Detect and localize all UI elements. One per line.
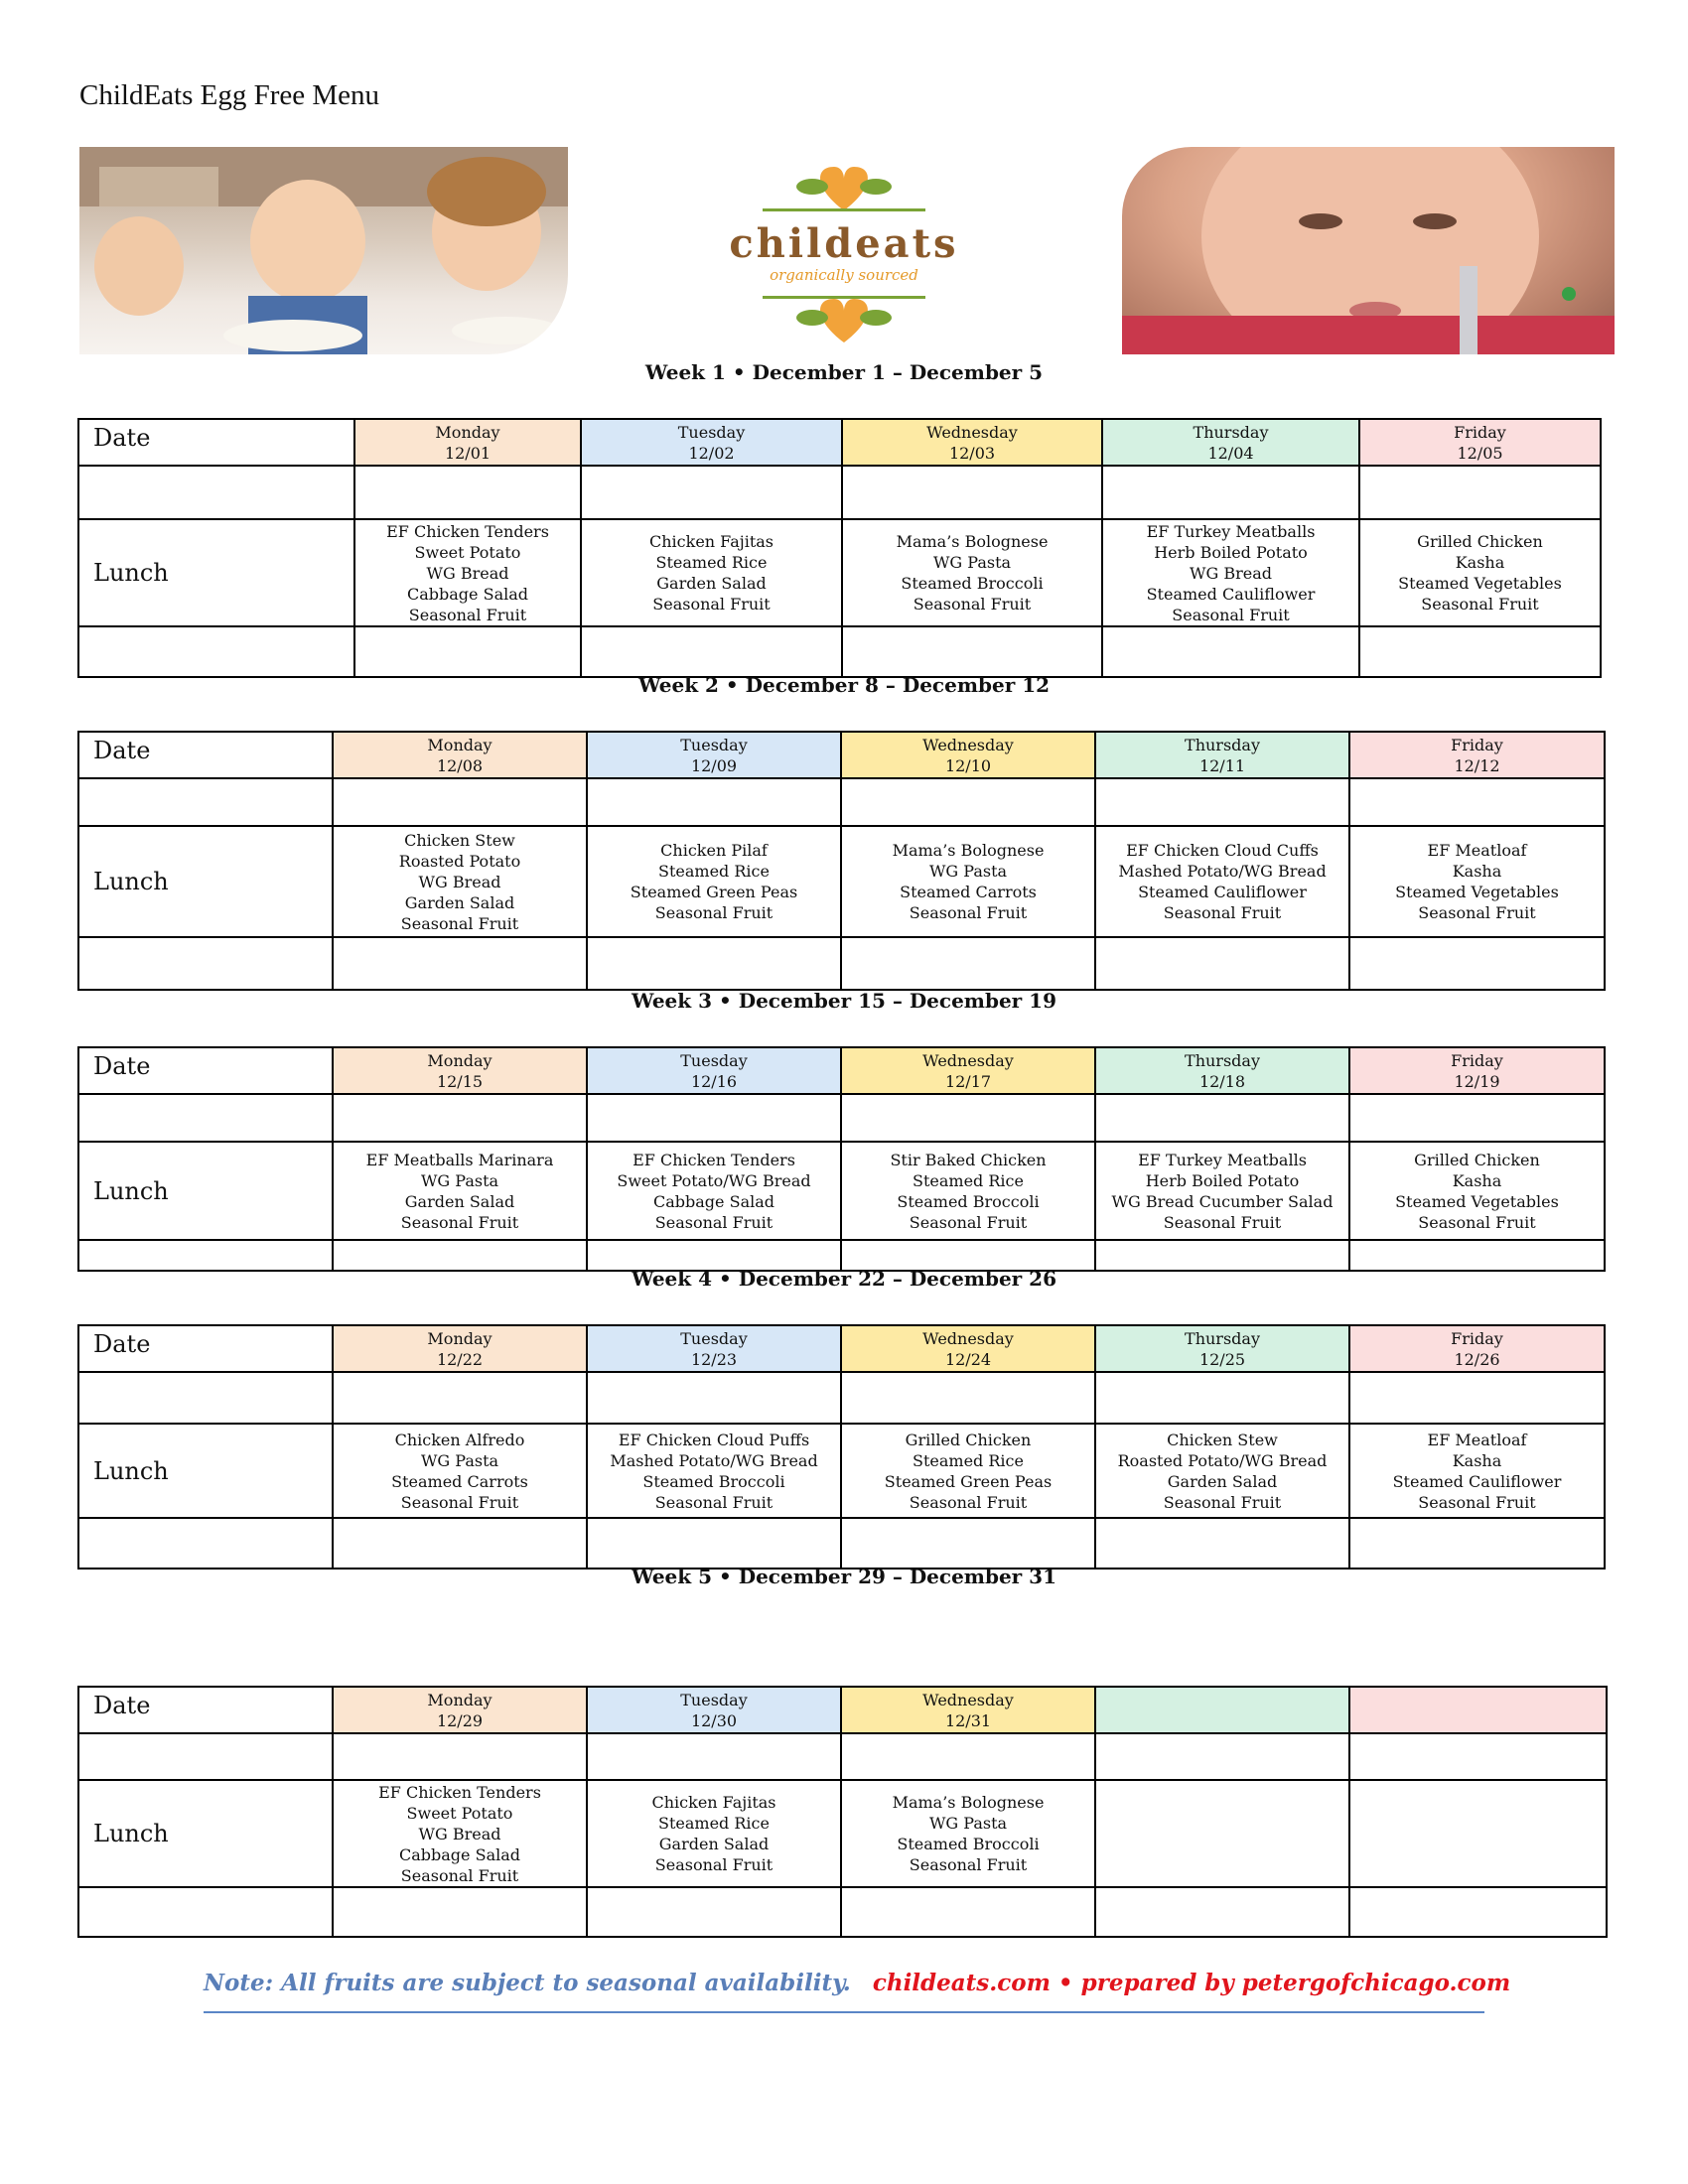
lunch-item: Seasonal Fruit (1163, 903, 1282, 922)
week-heading: Week 4 • December 22 – December 26 (632, 1267, 1056, 1291)
lunch-item: WG Pasta (932, 553, 1012, 572)
lunch-item: Chicken Stew (1167, 1430, 1278, 1449)
empty-row (78, 1733, 1607, 1780)
day-date: 12/18 (1198, 1071, 1246, 1091)
lunch-item: Kasha (1452, 1170, 1502, 1190)
empty-cell (842, 466, 1102, 519)
empty-cell (1349, 937, 1605, 990)
lunch-item: Steamed Broccoli (901, 574, 1044, 593)
day-date: 12/16 (690, 1071, 738, 1091)
empty-cell (354, 466, 581, 519)
day-date: 12/29 (436, 1710, 484, 1730)
empty-row (78, 937, 1605, 990)
day-header-friday (1349, 1047, 1605, 1094)
week-2-table (77, 731, 1606, 991)
lunch-cell-thursday (1095, 1780, 1349, 1887)
empty-cell (1349, 1518, 1605, 1569)
lunch-item: Seasonal Fruit (1421, 595, 1539, 614)
lunch-item: Steamed Broccoli (642, 1471, 785, 1491)
lunch-cell-tuesday (587, 1142, 841, 1240)
lunch-item: Seasonal Fruit (654, 1212, 774, 1232)
children-eating-illustration (79, 147, 568, 354)
day-header-row (78, 732, 1605, 778)
week-heading: Week 2 • December 8 – December 12 (637, 673, 1051, 697)
day-header-friday (1349, 732, 1605, 778)
lunch-item: WG Pasta (420, 1450, 499, 1470)
day-name: Friday (1451, 1050, 1503, 1070)
empty-cell (1095, 1094, 1349, 1142)
day-header-monday (333, 1325, 587, 1372)
lunch-cell-tuesday (581, 519, 842, 626)
lunch-item: Seasonal Fruit (1172, 605, 1290, 624)
day-header-friday (1349, 1325, 1605, 1372)
day-header-wednesday (841, 1687, 1095, 1733)
empty-cell (78, 1372, 333, 1424)
day-name: Tuesday (680, 1050, 748, 1070)
day-date: 12/23 (690, 1349, 738, 1369)
day-header-row (78, 419, 1601, 466)
empty-cell (78, 626, 354, 677)
lunch-item: Steamed Cauliflower (1146, 584, 1316, 604)
lunch-item: Grilled Chicken (1414, 1150, 1540, 1169)
day-date: 12/04 (1207, 443, 1254, 463)
lunch-item: Seasonal Fruit (654, 1492, 774, 1512)
lunch-item: Seasonal Fruit (652, 595, 771, 614)
day-name: Monday (427, 1050, 492, 1070)
lunch-cell-friday (1349, 826, 1605, 937)
lunch-cell-wednesday (841, 826, 1095, 937)
empty-cell (1102, 466, 1359, 519)
empty-row (78, 1094, 1605, 1142)
lunch-item: Sweet Potato/WG Bread (617, 1170, 811, 1190)
logo-tagline: organically sourced (770, 266, 918, 284)
day-date: 12/19 (1454, 1071, 1500, 1091)
empty-cell (333, 1372, 587, 1424)
lunch-cell-monday (333, 1424, 587, 1518)
lunch-item: Grilled Chicken (1417, 532, 1543, 551)
lunch-item: Grilled Chicken (905, 1430, 1032, 1449)
lunch-item: Chicken Fajitas (651, 1793, 776, 1812)
lunch-item: Steamed Carrots (900, 883, 1037, 901)
lunch-row (78, 1424, 1605, 1518)
lunch-item: WG Pasta (420, 1170, 499, 1190)
lunch-item: EF Turkey Meatballs (1138, 1150, 1307, 1169)
lunch-item: Seasonal Fruit (909, 1212, 1028, 1232)
day-header-monday (333, 732, 587, 778)
empty-cell (333, 937, 587, 990)
day-name: Tuesday (677, 422, 746, 442)
lunch-item: EF Turkey Meatballs (1146, 521, 1316, 541)
lunch-item: Steamed Rice (913, 1170, 1024, 1190)
day-header-thursday (1095, 732, 1349, 778)
day-date: 12/17 (944, 1071, 992, 1091)
empty-row (78, 1372, 1605, 1424)
empty-cell (1349, 1887, 1607, 1937)
date-label: Date (78, 1325, 333, 1372)
day-name: Wednesday (922, 1328, 1014, 1348)
lunch-item: Kasha (1455, 553, 1505, 572)
empty-cell (841, 1733, 1095, 1780)
lunch-item: EF Chicken Cloud Puffs (618, 1430, 810, 1449)
logo-wordmark: childeats (729, 220, 959, 267)
day-name: Tuesday (680, 735, 748, 754)
empty-cell (1095, 1887, 1349, 1937)
empty-row (78, 626, 1601, 677)
lunch-item: Seasonal Fruit (408, 605, 527, 624)
empty-cell (841, 778, 1095, 826)
day-date: 12/02 (688, 443, 735, 463)
day-date: 12/12 (1454, 755, 1500, 775)
week-heading: Week 1 • December 1 – December 5 (644, 360, 1044, 384)
day-name: Thursday (1193, 422, 1269, 442)
empty-cell (587, 1372, 841, 1424)
empty-row (78, 1518, 1605, 1569)
day-date: 12/22 (436, 1349, 484, 1369)
lunch-item: WG Bread (426, 563, 509, 583)
lunch-row (78, 826, 1605, 937)
day-name: Tuesday (680, 1690, 748, 1709)
day-name: Thursday (1185, 1328, 1260, 1348)
day-date: 12/30 (690, 1710, 738, 1730)
lunch-item: Mama’s Bolognese (892, 1793, 1045, 1812)
day-header-tuesday (587, 1047, 841, 1094)
lunch-item: Seasonal Fruit (1418, 903, 1536, 922)
day-header-row (78, 1687, 1607, 1733)
empty-cell (333, 1733, 587, 1780)
date-label: Date (78, 1047, 333, 1094)
lunch-item: Seasonal Fruit (400, 1492, 519, 1512)
lunch-item: Garden Salad (658, 1835, 770, 1853)
lunch-item: Kasha (1452, 862, 1502, 881)
empty-cell (587, 1733, 841, 1780)
empty-cell (1095, 937, 1349, 990)
fruit-availability-note: Note: All fruits are subject to seasonal availability. (204, 1970, 851, 1996)
week-3-table (77, 1046, 1606, 1272)
empty-cell (842, 626, 1102, 677)
lunch-cell-thursday (1095, 1142, 1349, 1240)
day-header-wednesday (842, 419, 1102, 466)
lunch-item: Seasonal Fruit (909, 1855, 1028, 1874)
day-date: 12/01 (444, 443, 492, 463)
day-header-monday (333, 1047, 587, 1094)
lunch-item: Seasonal Fruit (909, 903, 1028, 922)
lunch-item: WG Bread (1190, 563, 1272, 583)
lunch-item: Steamed Cauliflower (1392, 1471, 1562, 1491)
day-name: Friday (1454, 422, 1506, 442)
lunch-cell-monday (333, 826, 587, 937)
lunch-item: Seasonal Fruit (1418, 1212, 1536, 1232)
lunch-item: Sweet Potato (414, 542, 521, 562)
lunch-item: Garden Salad (656, 574, 767, 593)
lunch-cell-tuesday (587, 1424, 841, 1518)
day-date: 12/10 (944, 755, 992, 775)
empty-cell (841, 1887, 1095, 1937)
lunch-item: EF Chicken Tenders (386, 521, 549, 541)
day-date: 12/08 (436, 755, 484, 775)
lunch-item: EF Meatloaf (1427, 1430, 1527, 1449)
lunch-item: EF Chicken Tenders (633, 1150, 795, 1169)
lunch-cell-tuesday (587, 826, 841, 937)
lunch-item: Mama’s Bolognese (896, 532, 1049, 551)
lunch-row (78, 1142, 1605, 1240)
lunch-item: Steamed Carrots (391, 1471, 528, 1491)
lunch-item: Cabbage Salad (653, 1191, 774, 1211)
lunch-item: Seasonal Fruit (1163, 1492, 1282, 1512)
date-label: Date (78, 732, 333, 778)
lunch-item: Garden Salad (404, 1191, 515, 1211)
lunch-cell-wednesday (841, 1424, 1095, 1518)
lunch-row (78, 519, 1601, 626)
date-label: Date (78, 419, 354, 466)
day-date: 12/31 (944, 1710, 992, 1730)
lunch-item: Stir Baked Chicken (890, 1150, 1047, 1169)
lunch-item: Steamed Vegetables (1398, 574, 1562, 593)
lunch-item: WG Bread (418, 1824, 501, 1843)
lunch-label: Lunch (78, 519, 354, 626)
lunch-item: Seasonal Fruit (913, 595, 1032, 614)
empty-cell (78, 1518, 333, 1569)
empty-cell (78, 1733, 333, 1780)
day-date: 12/24 (944, 1349, 992, 1369)
lunch-item: Chicken Stew (404, 830, 515, 850)
lunch-item: Mashed Potato/WG Bread (1118, 862, 1327, 881)
day-name: Wednesday (926, 422, 1018, 442)
lunch-item: Seasonal Fruit (400, 1865, 519, 1885)
day-name: Thursday (1185, 735, 1260, 754)
week-4-table (77, 1324, 1606, 1570)
empty-cell (587, 778, 841, 826)
lunch-cell-wednesday (841, 1780, 1095, 1887)
lunch-item: Steamed Rice (655, 553, 768, 572)
lunch-item: Garden Salad (404, 892, 515, 912)
day-name: Friday (1451, 735, 1503, 754)
girl-face-illustration (1122, 147, 1615, 354)
day-date: 12/15 (436, 1071, 484, 1091)
empty-cell (78, 1887, 333, 1937)
day-header-tuesday (587, 1687, 841, 1733)
day-name: Wednesday (922, 1690, 1014, 1709)
childeats-logo (695, 149, 993, 352)
day-name: Friday (1451, 1328, 1503, 1348)
week-heading: Week 3 • December 15 – December 19 (632, 989, 1056, 1013)
day-header-thursday (1095, 1047, 1349, 1094)
lunch-item: WG Pasta (928, 1814, 1008, 1833)
lunch-item: Steamed Broccoli (897, 1835, 1040, 1853)
empty-cell (1095, 778, 1349, 826)
empty-cell (333, 1094, 587, 1142)
lunch-item: Steamed Rice (658, 862, 770, 881)
lunch-label: Lunch (78, 1780, 333, 1887)
lunch-item: Steamed Green Peas (630, 883, 798, 901)
empty-cell (1359, 626, 1601, 677)
lunch-item: WG Bread Cucumber Salad (1111, 1191, 1334, 1211)
day-header-monday (354, 419, 581, 466)
children-eating-photo (79, 147, 568, 354)
day-date: 12/03 (948, 443, 996, 463)
empty-cell (1349, 1372, 1605, 1424)
empty-row (78, 1887, 1607, 1937)
empty-cell (841, 1518, 1095, 1569)
day-header-tuesday (581, 419, 842, 466)
lunch-cell-friday (1349, 1142, 1605, 1240)
lunch-item: Cabbage Salad (407, 584, 528, 604)
day-header-wednesday (841, 732, 1095, 778)
empty-cell (1349, 1094, 1605, 1142)
lunch-cell-friday (1349, 1780, 1607, 1887)
lunch-item: EF Meatloaf (1427, 841, 1527, 860)
lunch-item: Garden Salad (1167, 1471, 1278, 1491)
credit-link[interactable]: childeats.com • prepared by petergofchicago.com (872, 1970, 1511, 1996)
empty-cell (78, 466, 354, 519)
day-date: 12/05 (1457, 443, 1503, 463)
lunch-item: WG Pasta (928, 862, 1008, 881)
lunch-item: Sweet Potato (406, 1803, 513, 1823)
empty-cell (841, 937, 1095, 990)
lunch-label: Lunch (78, 1424, 333, 1518)
empty-cell (1359, 466, 1601, 519)
logo-divider-top (763, 208, 925, 211)
day-name: Tuesday (680, 1328, 748, 1348)
lunch-cell-thursday (1095, 826, 1349, 937)
footer-note (204, 1970, 1510, 1996)
empty-cell (581, 466, 842, 519)
day-header-row (78, 1047, 1605, 1094)
day-header-tuesday (587, 732, 841, 778)
empty-cell (1095, 1372, 1349, 1424)
empty-cell (78, 937, 333, 990)
day-name: Monday (427, 1690, 492, 1709)
lunch-row (78, 1780, 1607, 1887)
lunch-item: Seasonal Fruit (1163, 1212, 1282, 1232)
lunch-cell-monday (333, 1780, 587, 1887)
day-header-monday (333, 1687, 587, 1733)
lunch-item: Cabbage Salad (399, 1844, 520, 1864)
day-header-wednesday (841, 1325, 1095, 1372)
logo-divider-bottom (763, 296, 925, 299)
day-date: 12/25 (1198, 1349, 1246, 1369)
lunch-item: EF Chicken Cloud Cuffs (1126, 841, 1319, 860)
empty-cell (1349, 1733, 1607, 1780)
day-header-friday (1349, 1687, 1607, 1733)
day-header-friday (1359, 419, 1601, 466)
lunch-item: Kasha (1452, 1450, 1502, 1470)
day-name: Wednesday (922, 735, 1014, 754)
lunch-cell-wednesday (842, 519, 1102, 626)
lunch-item: Chicken Pilaf (660, 841, 768, 860)
empty-row (78, 466, 1601, 519)
lunch-item: Roasted Potato (398, 851, 521, 871)
footer-rule (204, 2011, 1484, 2013)
lunch-item: Mashed Potato/WG Bread (610, 1450, 818, 1470)
empty-cell (78, 1094, 333, 1142)
week-heading: Week 5 • December 29 – December 31 (632, 1565, 1056, 1588)
page-title: ChildEats Egg Free Menu (79, 79, 380, 111)
empty-cell (333, 1518, 587, 1569)
lunch-label: Lunch (78, 1142, 333, 1240)
lunch-item: Mama’s Bolognese (892, 841, 1045, 860)
empty-cell (333, 778, 587, 826)
empty-cell (1102, 626, 1359, 677)
empty-cell (587, 1887, 841, 1937)
day-header-tuesday (587, 1325, 841, 1372)
lunch-item: Seasonal Fruit (400, 1212, 519, 1232)
lunch-item: Roasted Potato/WG Bread (1117, 1450, 1328, 1470)
empty-cell (841, 1094, 1095, 1142)
lunch-item: Seasonal Fruit (909, 1492, 1028, 1512)
empty-cell (333, 1887, 587, 1937)
day-name: Monday (427, 1328, 492, 1348)
lunch-item: EF Meatballs Marinara (365, 1150, 554, 1169)
lunch-item: Steamed Rice (913, 1450, 1024, 1470)
empty-cell (581, 626, 842, 677)
empty-cell (587, 1094, 841, 1142)
lunch-cell-thursday (1095, 1424, 1349, 1518)
lunch-item: Steamed Green Peas (884, 1471, 1053, 1491)
empty-cell (841, 1372, 1095, 1424)
lunch-item: Seasonal Fruit (400, 913, 519, 933)
lunch-cell-monday (333, 1142, 587, 1240)
empty-cell (1095, 1518, 1349, 1569)
lunch-cell-monday (354, 519, 581, 626)
date-label: Date (78, 1687, 333, 1733)
lunch-label: Lunch (78, 826, 333, 937)
lunch-cell-friday (1359, 519, 1601, 626)
day-date: 12/09 (690, 755, 738, 775)
day-header-thursday (1102, 419, 1359, 466)
day-name: Wednesday (922, 1050, 1014, 1070)
day-name: Monday (427, 735, 492, 754)
empty-cell (1095, 1733, 1349, 1780)
lunch-item: Herb Boiled Potato (1145, 1170, 1300, 1190)
girl-eating-photo (1122, 147, 1615, 354)
lunch-item: Chicken Fajitas (649, 532, 774, 551)
week-5-table (77, 1686, 1608, 1938)
lunch-item: Chicken Alfredo (394, 1430, 525, 1449)
lunch-item: Steamed Rice (658, 1814, 770, 1833)
lunch-cell-friday (1349, 1424, 1605, 1518)
day-date: 12/26 (1454, 1349, 1500, 1369)
day-header-wednesday (841, 1047, 1095, 1094)
empty-cell (78, 778, 333, 826)
empty-cell (587, 1518, 841, 1569)
lunch-item: Herb Boiled Potato (1154, 542, 1308, 562)
week-1-table (77, 418, 1602, 678)
day-header-thursday (1095, 1687, 1349, 1733)
lunch-cell-tuesday (587, 1780, 841, 1887)
lunch-item: Seasonal Fruit (654, 903, 774, 922)
day-date: 12/11 (1198, 755, 1246, 775)
lunch-item: Steamed Vegetables (1395, 1191, 1559, 1211)
day-name: Thursday (1185, 1050, 1260, 1070)
day-name: Monday (435, 422, 500, 442)
day-header-thursday (1095, 1325, 1349, 1372)
lunch-cell-thursday (1102, 519, 1359, 626)
empty-row (78, 778, 1605, 826)
lunch-item: Seasonal Fruit (654, 1855, 774, 1874)
empty-cell (354, 626, 581, 677)
empty-cell (1349, 778, 1605, 826)
day-header-row (78, 1325, 1605, 1372)
lunch-item: Steamed Vegetables (1395, 883, 1559, 901)
lunch-item: Steamed Cauliflower (1138, 883, 1307, 901)
lunch-item: Steamed Broccoli (897, 1191, 1040, 1211)
lunch-cell-wednesday (841, 1142, 1095, 1240)
empty-cell (587, 937, 841, 990)
lunch-item: Seasonal Fruit (1418, 1492, 1536, 1512)
lunch-item: WG Bread (418, 872, 501, 891)
lunch-item: EF Chicken Tenders (378, 1782, 541, 1802)
